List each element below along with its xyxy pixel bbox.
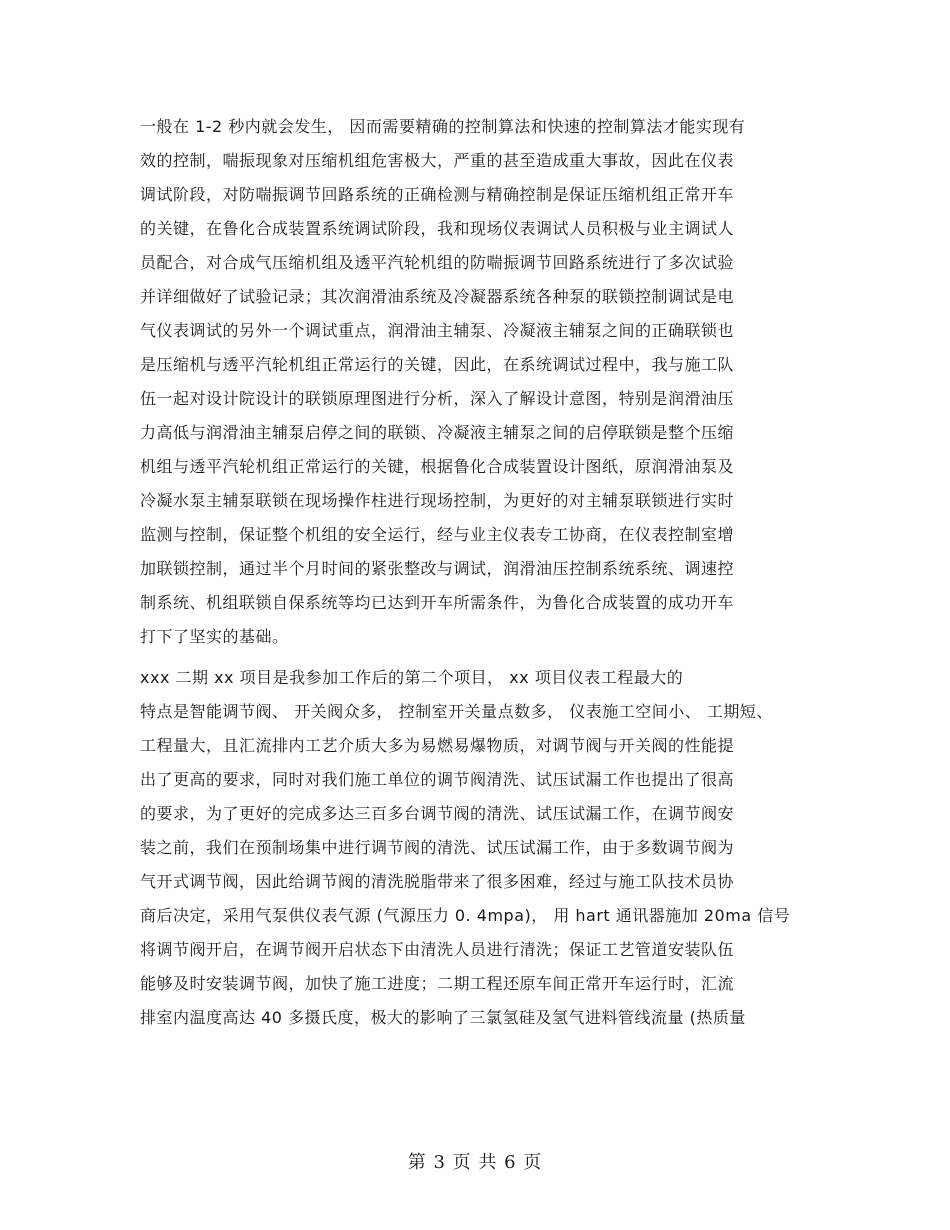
text-line: 加联锁控制，通过半个月时间的紧张整改与调试，润滑油压控制系统系统、调速控 (140, 559, 735, 578)
text-line: 特点是智能调节阀、 开关阀众多， 控制室开关量点数多， 仪表施工空间小、 工期短、 (140, 702, 773, 721)
text-line: 监测与控制，保证整个机组的安全运行，经与业主仪表专工协商，在仪表控制室增 (140, 525, 735, 544)
text-line: 机组与透平汽轮机组正常运行的关键，根据鲁化合成装置设计图纸，原润滑油泵及 (140, 457, 735, 476)
text-line: 制系统、机组联锁自保系统等均已达到开车所需条件，为鲁化合成装置的成功开车 (140, 593, 735, 612)
text-line: 并详细做好了试验记录；其次润滑油系统及冷凝器系统各种泵的联锁控制调试是电 (140, 287, 735, 306)
page-number-footer: 第 3 页 共 6 页 (407, 1152, 543, 1173)
text-line: xxx 二期 xx 项目是我参加工作后的第二个项目， xx 项目仪表工程最大的 (140, 668, 684, 687)
text-line: 能够及时安装调节阀，加快了施工进度；二期工程还原车间正常开车运行时，汇流 (140, 974, 735, 993)
text-line: 工程量大，且汇流排内工艺介质大多为易燃易爆物质，对调节阀与开关阀的性能提 (140, 736, 735, 755)
text-line: 商后决定，采用气泵供仪表气源 (气源压力 0. 4mpa)， 用 hart 通讯器施加 20ma 信号 (140, 906, 791, 925)
text-line: 效的控制，喘振现象对压缩机组危害极大，严重的甚至造成重大事故，因此在仪表 (140, 151, 735, 170)
text-line: 力高低与润滑油主辅泵启停之间的联锁、冷凝液主辅泵之间的启停联锁是整个压缩 (140, 423, 735, 442)
text-line: 气开式调节阀，因此给调节阀的清洗脱脂带来了很多困难，经过与施工队技术员协 (140, 872, 735, 891)
text-line: 排室内温度高达 40 多摄氏度，极大的影响了三氯氢硅及氢气进料管线流量 (热质量 (140, 1008, 746, 1027)
text-line: 冷凝水泵主辅泵联锁在现场操作柱进行现场控制，为更好的对主辅泵联锁进行实时 (140, 491, 735, 510)
text-line: 是压缩机与透平汽轮机组正常运行的关键，因此，在系统调试过程中，我与施工队 (140, 355, 735, 374)
text-line: 出了更高的要求，同时对我们施工单位的调节阀清洗、试压试漏工作也提出了很高 (140, 770, 735, 789)
text-line: 员配合，对合成气压缩机组及透平汽轮机组的防喘振调节回路系统进行了多次试验 (140, 253, 735, 272)
text-line: 打下了坚实的基础。 (140, 627, 289, 646)
text-line: 气仪表调试的另外一个调试重点，润滑油主辅泵、冷凝液主辅泵之间的正确联锁也 (140, 321, 735, 340)
text-line: 一般在 1-2 秒内就会发生， 因而需要精确的控制算法和快速的控制算法才能实现有 (140, 117, 746, 136)
text-line: 将调节阀开启，在调节阀开启状态下由清洗人员进行清洗；保证工艺管道安装队伍 (140, 940, 735, 959)
text-line: 的要求，为了更好的完成多达三百多台调节阀的清洗、试压试漏工作，在调节阀安 (140, 804, 735, 823)
text-line: 装之前，我们在预制场集中进行调节阀的清洗、试压试漏工作，由于多数调节阀为 (140, 838, 735, 857)
text-line: 伍一起对设计院设计的联锁原理图进行分析，深入了解设计意图，特别是润滑油压 (140, 389, 735, 408)
text-line: 调试阶段，对防喘振调节回路系统的正确检测与精确控制是保证压缩机组正常开车 (140, 185, 735, 204)
text-line: 的关键，在鲁化合成装置系统调试阶段，我和现场仪表调试人员积极与业主调试人 (140, 219, 735, 238)
